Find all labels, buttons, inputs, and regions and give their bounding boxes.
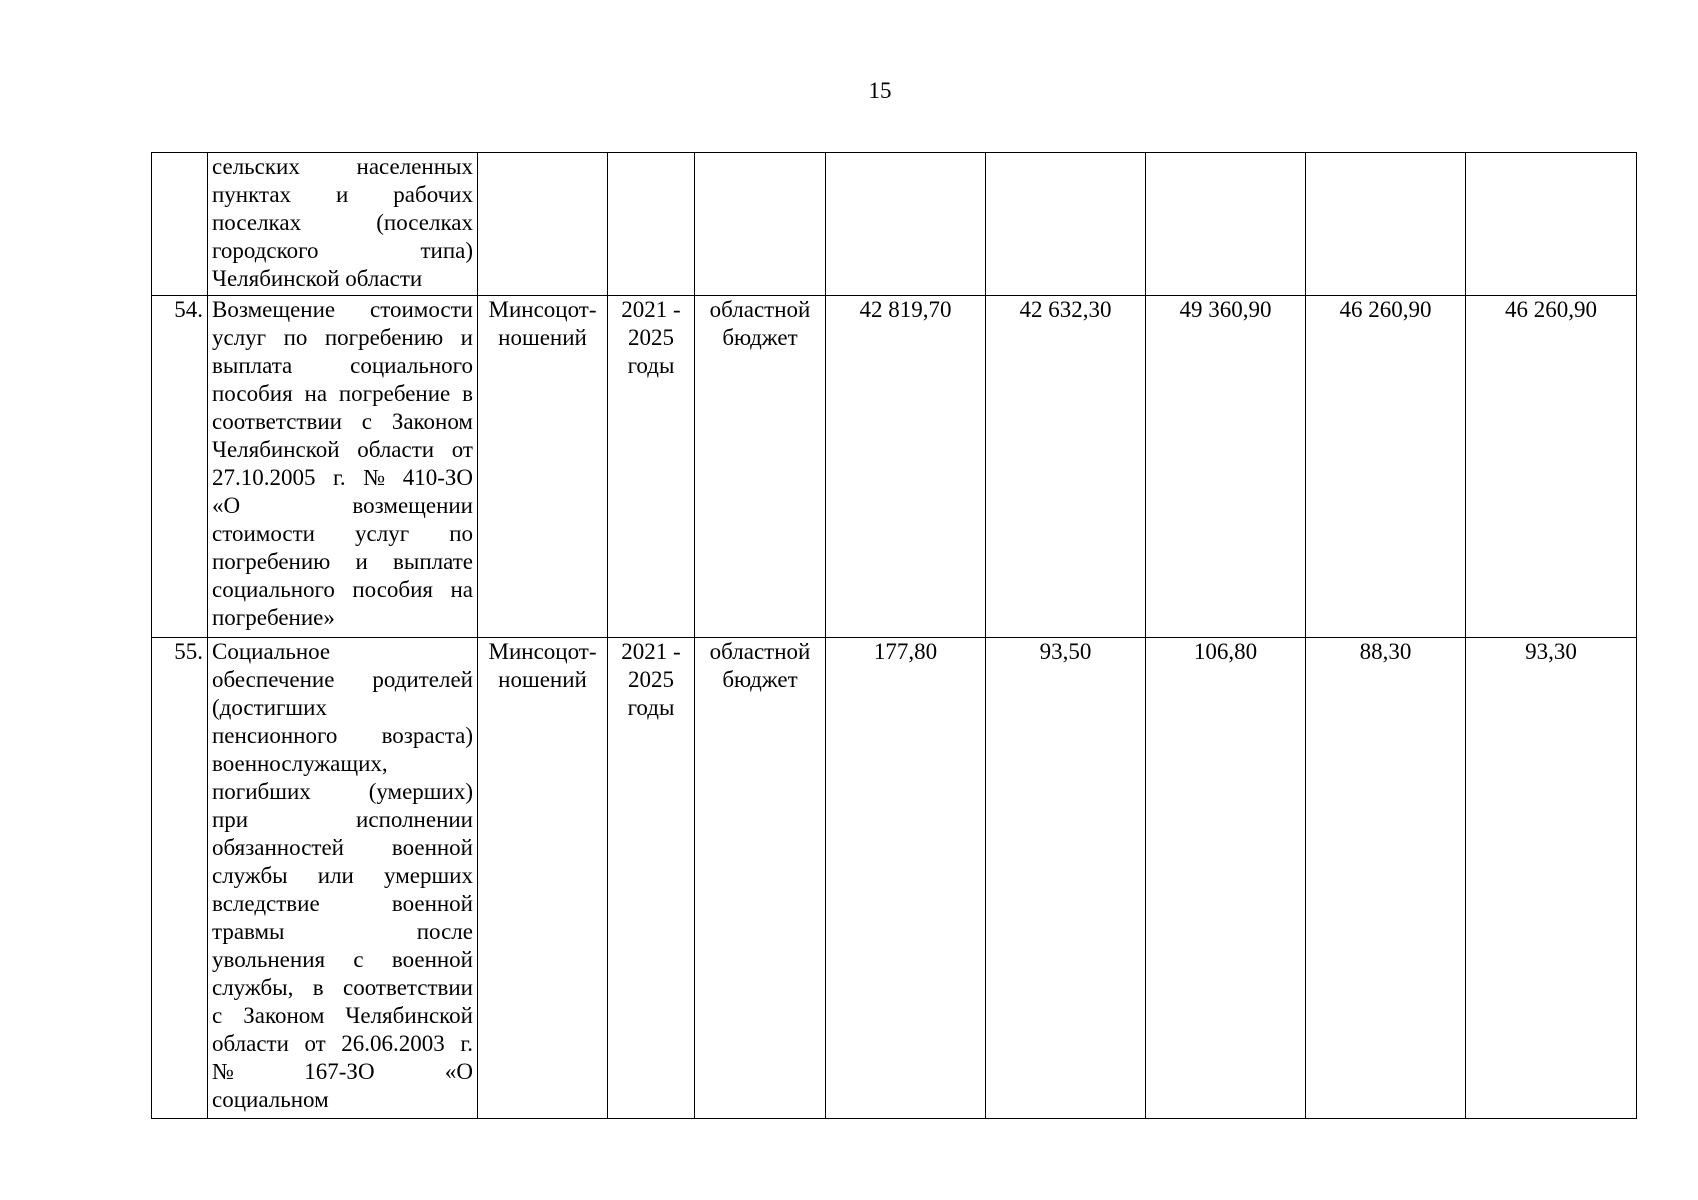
description-line: при исполнении xyxy=(212,807,473,832)
description-line: службы или умерших xyxy=(212,863,473,888)
description-line: военнослужащих, xyxy=(212,751,388,776)
description-line: травмы после xyxy=(212,919,473,944)
row-value-5: 46 260,90 xyxy=(1466,296,1637,638)
page-number: 15 xyxy=(868,78,892,103)
description-line: выплата социального xyxy=(212,353,473,378)
row-value-5: 93,30 xyxy=(1466,638,1637,1119)
description-line: обязанностей военной xyxy=(212,835,473,860)
description-line: (достигших xyxy=(212,695,327,720)
description-line: пенсионного возраста) xyxy=(212,723,473,748)
description-line: пунктах и рабочих xyxy=(212,182,473,207)
description-line: городского типа) xyxy=(212,238,473,263)
description-line: № 167-ЗО «О xyxy=(212,1059,473,1084)
description-line: увольнения с военной xyxy=(212,947,473,972)
row-description xyxy=(208,296,478,638)
row-period: 2021 - 2025 годы xyxy=(608,638,695,1119)
description-line: пособия на погребение в xyxy=(212,381,473,406)
description-line: Возмещение стоимости xyxy=(212,297,473,322)
description-line: области от 26.06.2003 г. xyxy=(212,1031,473,1056)
table-row xyxy=(152,153,1637,296)
description-line: погребение» xyxy=(212,605,335,630)
row-period: 2021 - 2025 годы xyxy=(608,296,695,638)
row-value-4: 88,30 xyxy=(1306,638,1466,1119)
row-value-2: 93,50 xyxy=(986,638,1146,1119)
row-value-3: 106,80 xyxy=(1146,638,1306,1119)
row-value-1 xyxy=(826,153,986,296)
row-value-4: 46 260,90 xyxy=(1306,296,1466,638)
row-executor: Минсоцот-ношений xyxy=(478,296,608,638)
description-line: соответствии с Законом xyxy=(212,409,473,434)
description-line: услуг по погребению и xyxy=(212,325,473,350)
row-value-1: 177,80 xyxy=(826,638,986,1119)
row-period xyxy=(608,153,695,296)
row-description xyxy=(208,153,478,296)
row-funding-source: областной бюджет xyxy=(695,638,826,1119)
description-line: 27.10.2005 г. № 410-ЗО xyxy=(212,465,473,490)
description-line: обеспечение родителей xyxy=(212,667,473,692)
row-number xyxy=(152,153,208,296)
row-value-3: 49 360,90 xyxy=(1146,296,1306,638)
description-line: стоимости услуг по xyxy=(212,521,473,546)
row-value-2 xyxy=(986,153,1146,296)
description-line: с Законом Челябинской xyxy=(212,1003,473,1028)
row-description xyxy=(208,638,478,1119)
row-value-1: 42 819,70 xyxy=(826,296,986,638)
row-value-2: 42 632,30 xyxy=(986,296,1146,638)
row-executor xyxy=(478,153,608,296)
description-line: поселках (поселках xyxy=(212,210,473,235)
description-line: социальном xyxy=(212,1087,329,1112)
row-number: 54. xyxy=(152,296,208,638)
description-line: Социальное xyxy=(212,639,331,664)
description-line: социального пособия на xyxy=(212,577,473,602)
description-line: Челябинской области от xyxy=(212,437,473,462)
row-executor: Минсоцот-ношений xyxy=(478,638,608,1119)
table-row xyxy=(152,296,1637,638)
description-line: вследствие военной xyxy=(212,891,473,916)
description-line: службы, в соответствии xyxy=(212,975,473,1000)
row-funding-source xyxy=(695,153,826,296)
row-value-3 xyxy=(1146,153,1306,296)
row-value-5 xyxy=(1466,153,1637,296)
budget-table xyxy=(151,152,1637,1119)
description-line: погребению и выплате xyxy=(212,549,473,574)
row-number: 55. xyxy=(152,638,208,1119)
row-value-4 xyxy=(1306,153,1466,296)
description-line: «О возмещении xyxy=(212,493,473,518)
description-line: Челябинской области xyxy=(212,266,423,291)
description-line: сельских населенных xyxy=(212,154,473,179)
table-row xyxy=(152,638,1637,1119)
description-line: погибших (умерших) xyxy=(212,779,473,804)
row-funding-source: областной бюджет xyxy=(695,296,826,638)
